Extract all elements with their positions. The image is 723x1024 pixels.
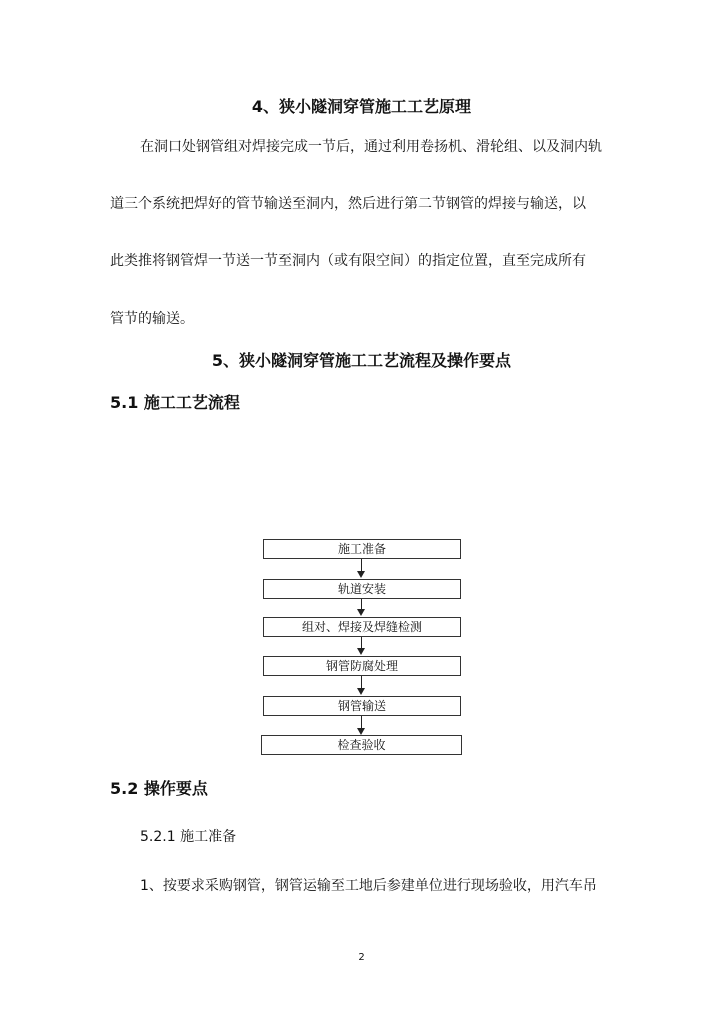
flowchart-arrow-5 (361, 716, 362, 728)
section-5-heading: 5、狭小隧洞穿管施工工艺流程及操作要点 (211, 351, 512, 370)
flowchart-step-6: 检查验收 (261, 735, 462, 755)
section-4-paragraph-line-4: 管节的输送。 (110, 311, 194, 327)
section-5-2-1-item-1: 1、按要求采购钢管，钢管运输至工地后参建单位进行现场验收，用汽车吊 (140, 878, 597, 894)
flowchart-step-3: 组对、焊接及焊缝检测 (263, 617, 461, 637)
flowchart-step-4: 钢管防腐处理 (263, 656, 461, 676)
flowchart-arrow-1 (361, 559, 362, 571)
flowchart-arrow-4 (361, 676, 362, 688)
flowchart-step-1: 施工准备 (263, 539, 461, 559)
flowchart-arrowhead-2 (357, 609, 365, 616)
section-4-paragraph-line-3: 此类推将钢管焊一节送一节至洞内（或有限空间）的指定位置，直至完成所有 (110, 253, 586, 269)
section-5-2-1-heading: 5.2.1 施工准备 (140, 829, 237, 845)
section-4-paragraph-line-2: 道三个系统把焊好的管节输送至洞内，然后进行第二节钢管的焊接与输送，以 (110, 196, 586, 212)
flowchart-arrowhead-1 (357, 571, 365, 578)
section-4-heading: 4、狭小隧洞穿管施工工艺原理 (251, 97, 472, 116)
flowchart-step-2: 轨道安装 (263, 579, 461, 599)
section-4-paragraph-line-1: 在洞口处钢管组对焊接完成一节后，通过利用卷扬机、滑轮组、以及洞内轨 (140, 139, 602, 155)
flowchart-arrowhead-5 (357, 728, 365, 735)
page-number: 2 (358, 952, 365, 963)
section-5-2-heading: 5.2 操作要点 (110, 779, 208, 798)
flowchart-step-5: 钢管输送 (263, 696, 461, 716)
flowchart-arrow-2 (361, 599, 362, 609)
flowchart-arrowhead-3 (357, 648, 365, 655)
flowchart-arrowhead-4 (357, 688, 365, 695)
section-5-1-heading: 5.1 施工工艺流程 (110, 393, 240, 412)
flowchart-arrow-3 (361, 637, 362, 648)
